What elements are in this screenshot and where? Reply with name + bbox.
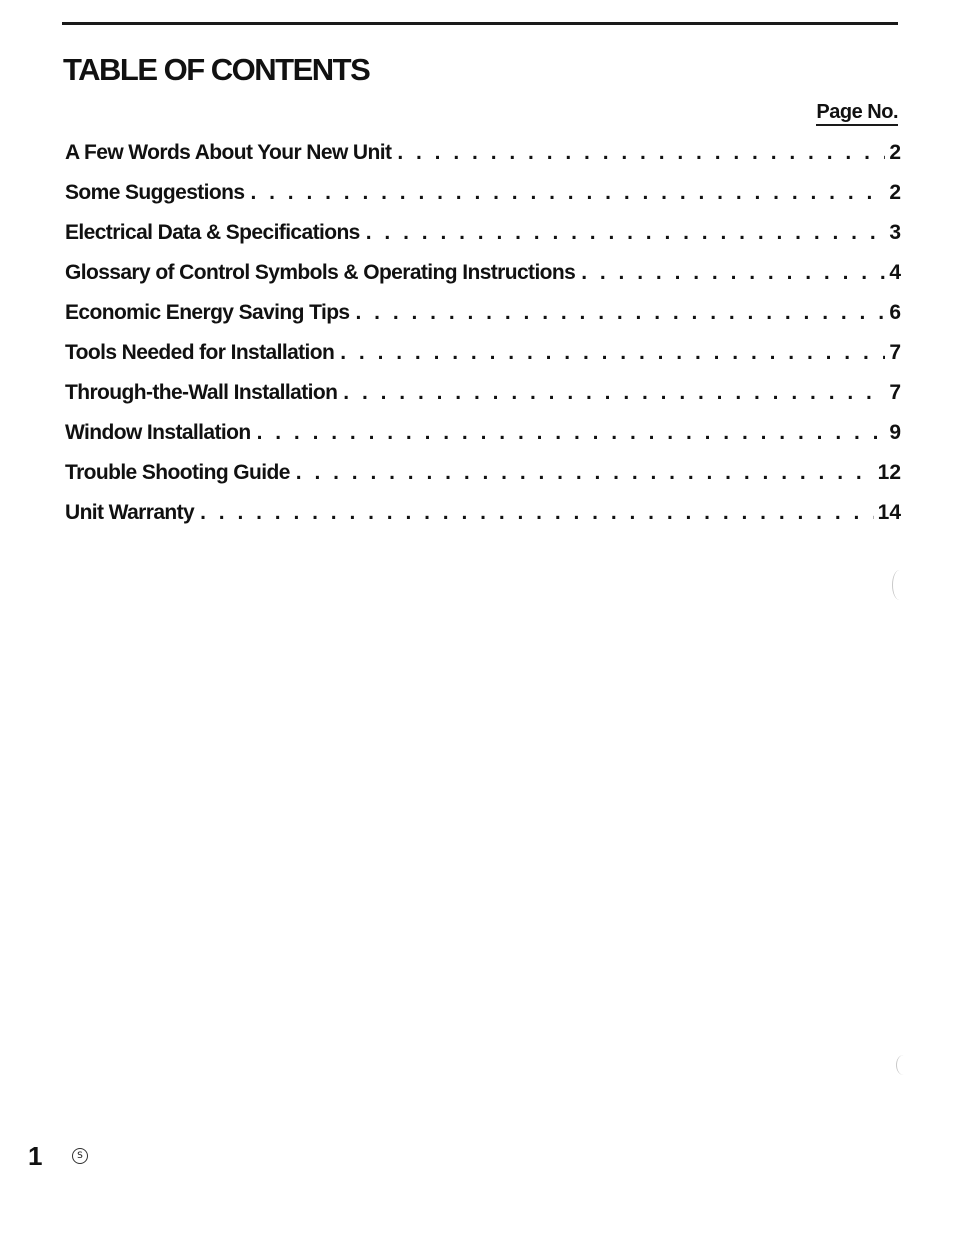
toc-entry-label: Glossary of Control Symbols & Operating Instructions — [65, 261, 576, 284]
toc-entry[interactable] — [65, 218, 901, 258]
toc-entry-page: 7 — [889, 341, 901, 364]
toc-entry-page: 4 — [889, 261, 901, 284]
toc-entry-page: 3 — [889, 221, 901, 244]
scan-artifact — [896, 1055, 911, 1075]
dot-leader — [200, 498, 874, 528]
dot-leader — [356, 298, 886, 328]
toc-entry-page: 6 — [889, 301, 901, 324]
toc-entry-page: 2 — [889, 181, 901, 204]
dot-leader — [343, 378, 885, 408]
toc-entry-page: 12 — [877, 461, 901, 484]
toc-entry[interactable] — [65, 258, 901, 298]
toc-entry[interactable] — [65, 178, 901, 218]
toc-entry-label: Tools Needed for Installation — [65, 341, 335, 364]
toc-entry-label: Through-the-Wall Installation — [65, 381, 338, 404]
toc-entry-label: A Few Words About Your New Unit — [65, 141, 392, 164]
page-number-heading-text: Page No. — [816, 101, 898, 126]
toc-entry-label: Window Installation — [65, 421, 251, 444]
dot-leader — [250, 178, 885, 208]
toc-entry-page: 2 — [889, 141, 901, 164]
toc-entry[interactable] — [65, 418, 901, 458]
toc-entry[interactable] — [65, 498, 901, 538]
toc-entry-label: Unit Warranty — [65, 501, 195, 524]
toc-entry-label: Trouble Shooting Guide — [65, 461, 290, 484]
dot-leader — [340, 338, 885, 368]
recycle-mark-icon: S — [72, 1148, 88, 1164]
toc-entry-label: Economic Energy Saving Tips — [65, 301, 350, 324]
dot-leader — [366, 218, 886, 248]
table-of-contents — [65, 138, 901, 538]
dot-leader — [257, 418, 886, 448]
toc-entry[interactable] — [65, 138, 901, 178]
page-title: TABLE OF CONTENTS — [63, 52, 370, 87]
page-number-column-heading — [780, 98, 898, 126]
dot-leader — [397, 138, 885, 168]
toc-entry-label: Some Suggestions — [65, 181, 245, 204]
top-rule — [62, 22, 898, 25]
toc-entry[interactable] — [65, 298, 901, 338]
toc-entry[interactable] — [65, 378, 901, 418]
dot-leader — [581, 258, 885, 288]
toc-entry[interactable] — [65, 458, 901, 498]
toc-entry-page: 7 — [889, 381, 901, 404]
toc-entry-label: Electrical Data & Specifications — [65, 221, 360, 244]
toc-entry[interactable] — [65, 338, 901, 378]
toc-entry-page: 14 — [877, 501, 901, 524]
scan-artifact — [892, 570, 907, 600]
dot-leader — [296, 458, 874, 488]
footer-page-number: 1 — [28, 1141, 43, 1171]
toc-entry-page: 9 — [889, 421, 901, 444]
